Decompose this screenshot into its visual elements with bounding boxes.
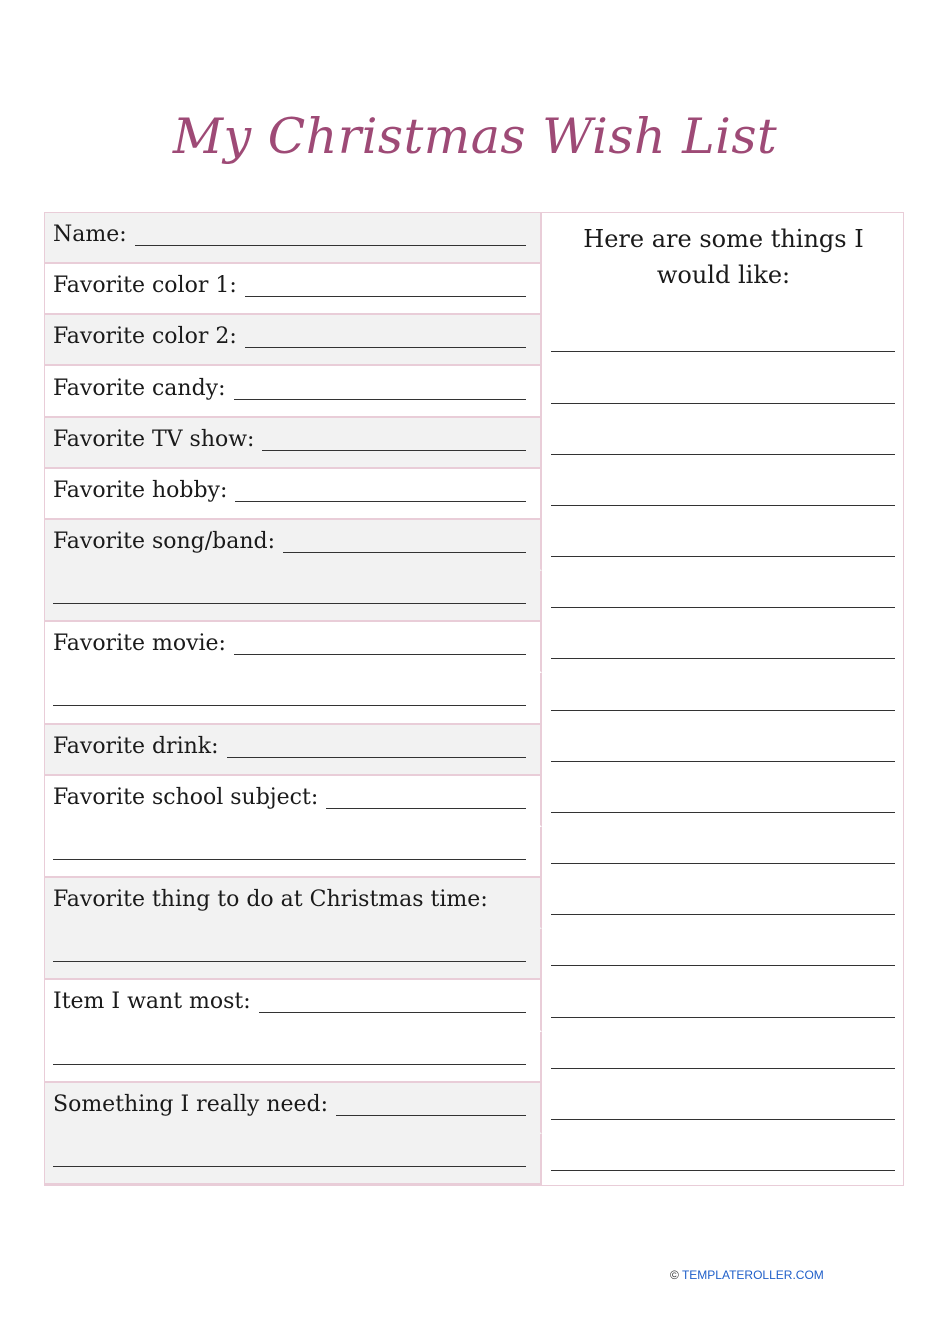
wish-item-row (542, 1134, 905, 1185)
field-blank-line[interactable] (262, 428, 526, 451)
field-label: Favorite color 1: (53, 273, 237, 299)
field-continuation-row (45, 929, 542, 980)
wish-blank-line[interactable] (551, 1097, 895, 1120)
field-row (45, 264, 542, 315)
field-label: Favorite movie: (53, 631, 226, 657)
field-blank-line[interactable] (326, 786, 526, 809)
field-label: Favorite candy: (53, 375, 226, 401)
wish-item-row (542, 980, 905, 1031)
field-label: Favorite thing to do at Christmas time: (53, 887, 488, 913)
field-blank-line[interactable] (245, 325, 526, 348)
field-continuation-row (45, 827, 542, 878)
wish-item-row (542, 776, 905, 827)
field-label: Item I want most: (53, 989, 251, 1015)
wish-blank-line[interactable] (551, 1148, 895, 1171)
field-blank-line[interactable] (135, 223, 526, 246)
field-continuation-row (45, 1032, 542, 1083)
wish-blank-line[interactable] (551, 329, 895, 352)
wish-item-row (542, 571, 905, 622)
field-blank-line[interactable] (235, 479, 526, 502)
wish-blank-line[interactable] (551, 841, 895, 864)
field-blank-line[interactable] (234, 632, 526, 655)
wish-item-row (542, 1083, 905, 1134)
wish-blank-line[interactable] (551, 534, 895, 557)
wish-item-row (542, 725, 905, 776)
wish-item-row (542, 827, 905, 878)
field-label: Favorite color 2: (53, 324, 237, 350)
field-row (45, 980, 542, 1031)
field-blank-line[interactable] (53, 1144, 526, 1167)
field-row (45, 469, 542, 520)
wish-blank-line[interactable] (551, 432, 895, 455)
field-row (45, 520, 542, 571)
wish-blank-line[interactable] (551, 892, 895, 915)
wish-item-row (542, 878, 905, 929)
field-row (45, 1083, 542, 1134)
field-label: Favorite song/band: (53, 529, 276, 555)
field-blank-line[interactable] (259, 990, 526, 1013)
field-label: Favorite school subject: (53, 784, 319, 810)
wishes-heading: Here are some things I would like: (583, 225, 864, 289)
wish-blank-line[interactable] (551, 739, 895, 762)
field-row (45, 418, 542, 469)
wish-item-row (542, 418, 905, 469)
field-blank-line[interactable] (53, 1042, 526, 1065)
field-row (45, 622, 542, 673)
wish-blank-line[interactable] (551, 943, 895, 966)
field-row (45, 315, 542, 366)
field-row (45, 878, 542, 929)
wish-item-row (542, 1032, 905, 1083)
field-blank-line[interactable] (53, 581, 526, 604)
wish-blank-line[interactable] (551, 585, 895, 608)
field-label: Favorite hobby: (53, 477, 228, 503)
wish-item-row (542, 469, 905, 520)
field-blank-line[interactable] (53, 939, 526, 962)
field-continuation-row (45, 673, 542, 724)
field-label: Something I really need: (53, 1091, 329, 1117)
wish-blank-line[interactable] (551, 483, 895, 506)
field-blank-line[interactable] (245, 274, 526, 297)
field-row (45, 725, 542, 776)
field-row (45, 366, 542, 417)
field-label: Name: (53, 222, 127, 248)
field-blank-line[interactable] (53, 837, 526, 860)
wish-item-row (542, 622, 905, 673)
wish-item-row (542, 673, 905, 724)
wish-blank-line[interactable] (551, 381, 895, 404)
field-blank-line[interactable] (53, 683, 526, 706)
field-blank-line[interactable] (234, 377, 527, 400)
wish-blank-line[interactable] (551, 995, 895, 1018)
wish-item-row (542, 315, 905, 366)
wish-blank-line[interactable] (551, 636, 895, 659)
footer-link[interactable]: TEMPLATEROLLER.COM (681, 1268, 824, 1282)
field-label: Favorite drink: (53, 733, 219, 759)
footer-credit[interactable] (670, 1268, 824, 1282)
wish-item-row (542, 929, 905, 980)
field-blank-line[interactable] (336, 1093, 526, 1116)
wish-list-table (44, 212, 904, 1186)
field-label: Favorite TV show: (53, 426, 255, 452)
field-blank-line[interactable] (227, 735, 526, 758)
wish-blank-line[interactable] (551, 688, 895, 711)
field-row (45, 213, 542, 264)
copyright-symbol: © (670, 1268, 679, 1282)
field-continuation-row (45, 1134, 542, 1185)
field-blank-line[interactable] (283, 530, 526, 553)
field-continuation-row (45, 571, 542, 622)
wish-item-row (542, 366, 905, 417)
wish-item-row (542, 520, 905, 571)
wish-blank-line[interactable] (551, 790, 895, 813)
field-row (45, 776, 542, 827)
page-title: My Christmas Wish List (172, 108, 778, 165)
wish-blank-line[interactable] (551, 1046, 895, 1069)
